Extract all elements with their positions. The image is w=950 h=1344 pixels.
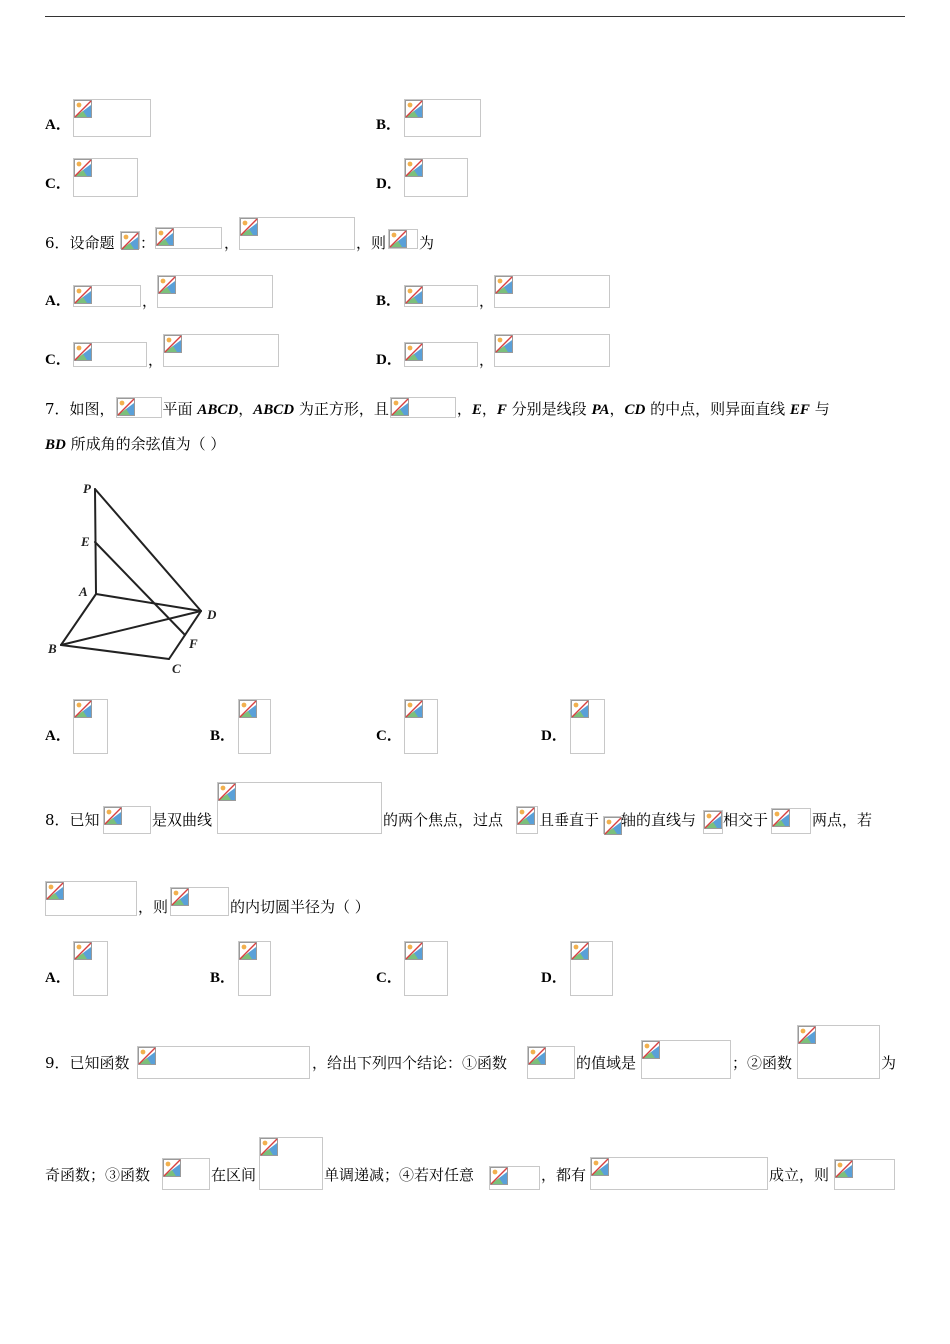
formula-image	[388, 229, 418, 249]
q7-line2: BD 所成角的余弦值为（ ）	[45, 435, 226, 453]
broken-image-icon	[239, 942, 257, 960]
broken-image-icon	[591, 1158, 609, 1176]
comma: ，	[148, 351, 164, 369]
formula-image	[570, 699, 605, 754]
q6-prefix: 6．设命题	[45, 234, 115, 252]
broken-image-icon	[158, 276, 176, 294]
formula-image	[404, 699, 438, 754]
q8-foci: 的两个焦点，过点	[383, 811, 504, 829]
broken-image-icon	[642, 1041, 660, 1059]
broken-image-icon	[405, 286, 423, 304]
broken-image-icon	[104, 807, 122, 825]
q6-suffix: 为	[419, 234, 435, 252]
comma: ，	[479, 292, 495, 310]
q6-comma: ，	[224, 234, 240, 252]
option-c-label: C．	[45, 352, 71, 368]
header-rule	[45, 16, 905, 17]
comma: ，	[479, 351, 495, 369]
option-a-formula-image	[73, 99, 151, 137]
broken-image-icon	[218, 783, 236, 801]
q9-given: ，给出下列四个结论：①函数	[312, 1054, 508, 1072]
comma: ，	[142, 292, 158, 310]
broken-image-icon	[405, 700, 423, 718]
formula-image	[217, 782, 382, 834]
formula-image	[590, 1157, 768, 1190]
broken-image-icon	[490, 1167, 508, 1185]
formula-image	[103, 806, 151, 834]
option-a-label: A．	[45, 117, 71, 133]
broken-image-icon	[74, 700, 92, 718]
formula-image	[73, 342, 147, 367]
broken-image-icon	[528, 1047, 546, 1065]
broken-image-icon	[405, 942, 423, 960]
broken-image-icon	[405, 100, 423, 118]
formula-image	[239, 217, 355, 250]
q8-perp: 且垂直于	[539, 811, 600, 829]
formula-image	[834, 1159, 895, 1190]
option-c-label: C．	[45, 176, 71, 192]
option-d-formula-image	[404, 158, 468, 197]
formula-image	[527, 1046, 575, 1079]
broken-image-icon	[74, 159, 92, 177]
q8-then: ，则	[138, 898, 169, 916]
vertex-e-label: E	[81, 534, 90, 549]
vertex-d-label: D	[207, 607, 217, 622]
broken-image-icon	[517, 807, 535, 825]
q6-then: ，则	[356, 234, 387, 252]
option-d-label: D．	[376, 176, 402, 192]
formula-image	[259, 1137, 323, 1190]
edge-bc	[61, 645, 169, 659]
broken-image-icon	[74, 942, 92, 960]
broken-image-icon	[495, 276, 513, 294]
broken-image-icon	[240, 218, 258, 236]
vertex-b-label: B	[48, 641, 57, 656]
q9-all: ，都有	[541, 1166, 587, 1184]
broken-image-icon	[171, 888, 189, 906]
formula-image	[494, 334, 610, 367]
formula-image	[45, 881, 137, 916]
option-a-label: A．	[45, 728, 71, 744]
formula-image	[73, 941, 108, 996]
q9-prefix: 9．已知函数	[45, 1054, 130, 1072]
broken-image-icon	[46, 882, 64, 900]
q9-odd-tail: 为	[881, 1054, 897, 1072]
broken-image-icon	[117, 398, 135, 416]
broken-image-icon	[571, 942, 589, 960]
broken-image-icon	[571, 700, 589, 718]
broken-image-icon	[389, 230, 407, 248]
option-b-label: B．	[210, 970, 236, 986]
vertex-a-label: A	[79, 584, 88, 599]
formula-image	[570, 941, 613, 996]
broken-image-icon	[604, 817, 622, 835]
q8-points: 两点，若	[812, 811, 873, 829]
formula-image	[163, 334, 279, 367]
q9-decr: 单调递减；④若对任意	[324, 1166, 475, 1184]
option-d-label: D．	[541, 970, 567, 986]
edge-pd	[95, 489, 201, 611]
formula-image	[771, 808, 811, 834]
pyramid-figure	[45, 475, 230, 690]
formula-image	[641, 1040, 731, 1079]
option-c-label: C．	[376, 970, 402, 986]
broken-image-icon	[74, 100, 92, 118]
q9-holds: 成立，则	[769, 1166, 830, 1184]
q8-radius: 的内切圆半径为（ ）	[230, 898, 370, 916]
formula-image	[703, 810, 723, 834]
broken-image-icon	[74, 343, 92, 361]
broken-image-icon	[156, 228, 174, 246]
formula-image	[73, 699, 108, 754]
q9-range: 的值域是	[576, 1054, 637, 1072]
vertex-f-label: F	[189, 636, 198, 651]
formula-image	[73, 285, 141, 307]
q8-prefix: 8．已知	[45, 811, 100, 829]
formula-image	[155, 227, 222, 249]
formula-image	[238, 699, 271, 754]
formula-image	[404, 342, 478, 367]
broken-image-icon	[74, 286, 92, 304]
option-b-label: B．	[376, 117, 402, 133]
formula-image	[116, 397, 162, 418]
q9-semi1: ；②函数	[732, 1054, 793, 1072]
formula-image	[404, 285, 478, 307]
option-c-formula-image	[73, 158, 138, 197]
formula-image	[170, 887, 229, 916]
formula-image	[489, 1166, 540, 1190]
broken-image-icon	[260, 1138, 278, 1156]
broken-image-icon	[121, 232, 139, 250]
broken-image-icon	[772, 809, 790, 827]
broken-image-icon	[405, 343, 423, 361]
option-b-label: B．	[376, 293, 402, 309]
formula-image	[603, 816, 621, 834]
option-b-formula-image	[404, 99, 481, 137]
option-a-label: A．	[45, 970, 71, 986]
q6-colon: ：	[140, 234, 156, 252]
broken-image-icon	[163, 1159, 181, 1177]
vertex-c-label: C	[172, 661, 181, 676]
formula-image	[797, 1025, 880, 1079]
option-b-label: B．	[210, 728, 236, 744]
option-d-label: D．	[541, 728, 567, 744]
broken-image-icon	[164, 335, 182, 353]
broken-image-icon	[798, 1026, 816, 1044]
q9-interval: 在区间	[211, 1166, 257, 1184]
q8-intersect: 相交于	[723, 811, 769, 829]
q9-odd: 奇函数；③函数	[45, 1166, 151, 1184]
formula-image	[390, 397, 456, 418]
q8-axis: 轴的直线与	[621, 811, 697, 829]
formula-image	[516, 806, 538, 834]
broken-image-icon	[239, 700, 257, 718]
broken-image-icon	[391, 398, 409, 416]
broken-image-icon	[495, 335, 513, 353]
formula-image	[238, 941, 271, 996]
q8-is: 是双曲线	[152, 811, 213, 829]
broken-image-icon	[704, 811, 722, 829]
option-c-label: C．	[376, 728, 402, 744]
q7-line1: 7．如图， 平面 ABCD，ABCD 为正方形，且 ，E，F 分别是线段 PA，CD 的中点，则异面直线 EF 与	[45, 397, 830, 420]
broken-image-icon	[405, 159, 423, 177]
formula-image	[162, 1158, 210, 1190]
formula-image	[120, 231, 140, 249]
vertex-p-label: P	[83, 481, 91, 496]
formula-image	[404, 941, 448, 996]
option-d-label: D．	[376, 352, 402, 368]
formula-image	[137, 1046, 310, 1079]
formula-image	[157, 275, 273, 308]
formula-image	[494, 275, 610, 308]
segment-ef	[95, 542, 185, 635]
option-a-label: A．	[45, 293, 71, 309]
broken-image-icon	[138, 1047, 156, 1065]
broken-image-icon	[835, 1160, 853, 1178]
